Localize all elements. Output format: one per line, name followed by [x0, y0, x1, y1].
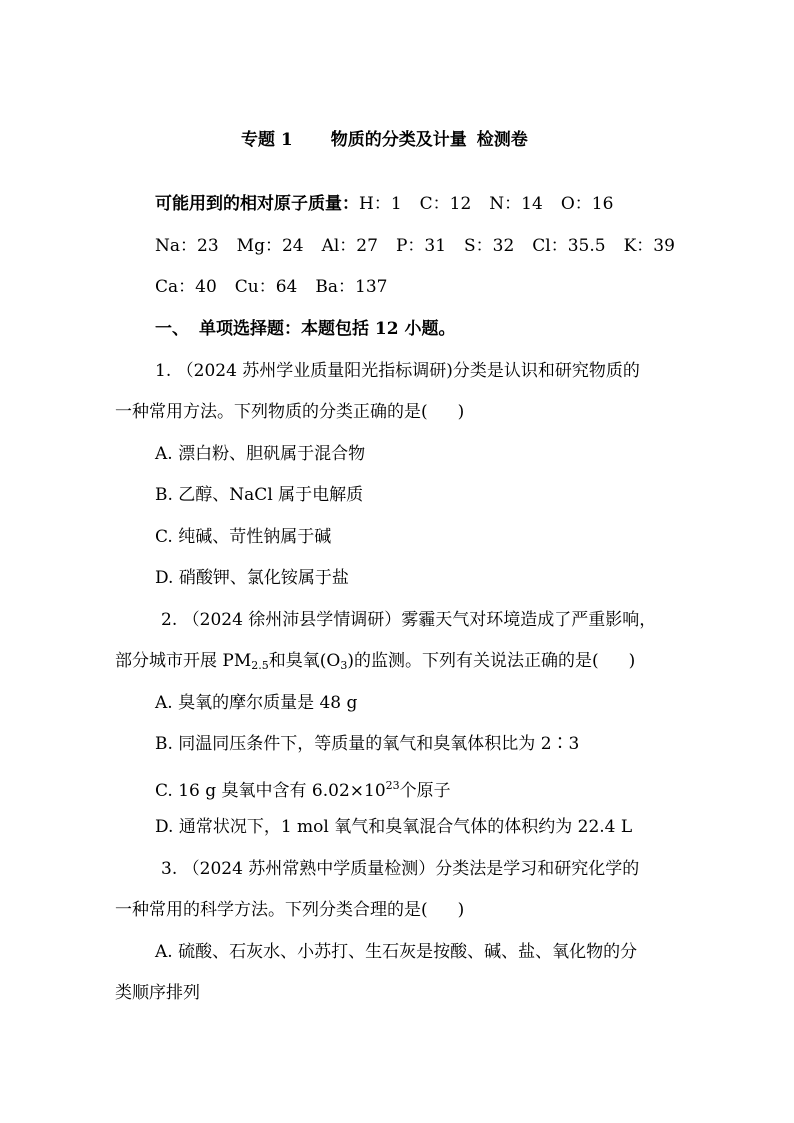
q2-option-d	[155, 816, 632, 838]
q3-stem-text: 一种常用的科学方法。下列分类合理的是(	[115, 900, 428, 920]
q1-option-d	[155, 567, 349, 589]
option-text: B. 同温同压条件下，等质量的氧气和臭氧体积比为 2∶3	[155, 734, 580, 754]
atomic-mass-intro: 可能用到的相对原子质量：	[155, 194, 359, 214]
title-part-1: 专题 1	[241, 130, 293, 150]
q2-stem-text: )的监测。下列有关说法正确的是(	[347, 651, 599, 671]
q2-option-b	[155, 733, 579, 755]
atomic-mass-item: N：14	[489, 194, 543, 214]
ozone-subscript: 3	[340, 659, 348, 672]
q3-stem-line-1	[161, 858, 639, 880]
atomic-mass-item: Ca：40	[155, 277, 217, 297]
q3-option-a-line-2	[115, 982, 200, 1004]
atomic-mass-item: Ba：137	[315, 277, 388, 297]
option-text: D. 通常状况下，1 mol 氧气和臭氧混合气体的体积约为 22.4 L	[155, 817, 633, 837]
section-title: 单项选择题：本题包括 12 小题。	[199, 319, 456, 339]
atomic-mass-item: O：16	[560, 194, 614, 214]
atomic-mass-item: S：32	[464, 236, 515, 256]
q1-option-b	[155, 484, 363, 506]
q3-stem-line-2	[115, 899, 464, 921]
q1-stem-text: 一种常用方法。下列物质的分类正确的是(	[115, 402, 428, 422]
atomic-mass-line-1	[155, 193, 613, 215]
q3-paren-close: )	[457, 900, 465, 920]
q1-stem-line-1	[155, 360, 640, 382]
q1-option-c	[155, 526, 331, 548]
q3-option-a-line-1	[155, 941, 637, 963]
atomic-mass-item: K：39	[623, 236, 675, 256]
atomic-mass-item: P：31	[395, 236, 447, 256]
q2-stem-text: 2. （2024 徐州沛县学情调研）雾霾天气对环境造成了严重影响，	[161, 610, 657, 630]
option-text: A. 硫酸、石灰水、小苏打、生石灰是按酸、碱、盐、氧化物的分	[155, 942, 638, 962]
section-heading	[155, 318, 456, 340]
q1-option-a	[155, 443, 365, 465]
q1-stem-text: 1. （2024 苏州学业质量阳光指标调研)分类是认识和研究物质的	[155, 361, 640, 381]
title-part-3: 检测卷	[476, 130, 528, 150]
option-text: 类顺序排列	[115, 983, 200, 1003]
atomic-mass-item: H：1	[359, 194, 402, 214]
document-title	[241, 129, 528, 151]
q1-paren-close: )	[457, 402, 465, 422]
option-text: C. 16 g 臭氧中含有 6.02×10	[155, 781, 386, 801]
option-text: D. 硝酸钾、氯化铵属于盐	[155, 568, 349, 588]
atomic-mass-item: Al：27	[321, 236, 378, 256]
option-text: A. 臭氧的摩尔质量是 48 g	[155, 693, 358, 713]
option-text: 个原子	[399, 781, 451, 801]
section-number: 一、	[155, 319, 189, 339]
atomic-mass-line-2	[155, 235, 675, 257]
atomic-mass-item: Cu：64	[234, 277, 298, 297]
option-text: C. 纯碱、苛性钠属于碱	[155, 527, 332, 547]
atomic-mass-line-3	[155, 276, 387, 298]
q1-stem-line-2	[115, 401, 464, 423]
pm-subscript: 2.5	[251, 659, 269, 672]
exponent: 23	[385, 779, 400, 792]
q2-stem-text: 和臭氧(O	[268, 651, 341, 671]
q2-option-c	[155, 775, 451, 802]
title-part-2: 物质的分类及计量	[330, 130, 467, 150]
atomic-mass-item: Na：23	[155, 236, 219, 256]
q2-paren-close: )	[628, 651, 636, 671]
q2-stem-text: 部分城市开展 PM	[115, 651, 252, 671]
q3-stem-text: 3. （2024 苏州常熟中学质量检测）分类法是学习和研究化学的	[161, 859, 640, 879]
q2-option-a	[155, 692, 357, 714]
atomic-mass-item: C：12	[419, 194, 472, 214]
option-text: B. 乙醇、NaCl 属于电解质	[155, 485, 364, 505]
atomic-mass-item: Cl：35.5	[532, 236, 606, 256]
q2-stem-line-1	[161, 609, 656, 631]
option-text: A. 漂白粉、胆矾属于混合物	[155, 444, 366, 464]
atomic-mass-item: Mg：24	[236, 236, 304, 256]
q2-stem-line-2	[115, 650, 635, 677]
